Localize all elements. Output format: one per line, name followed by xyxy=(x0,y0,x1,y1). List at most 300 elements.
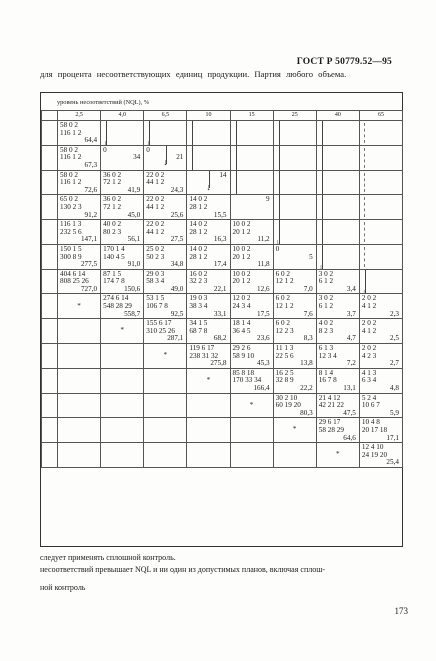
plan-line: 116 1 2 xyxy=(60,178,82,187)
plan-line: 274 6 14 xyxy=(103,294,129,303)
plan-line: 36 0 2 xyxy=(103,170,122,179)
plan-cell xyxy=(316,121,359,146)
plan-cell xyxy=(58,195,101,220)
plan-line: 4 0 2 xyxy=(318,319,334,328)
dashed-line-icon xyxy=(364,222,365,242)
plan-cell xyxy=(230,269,273,294)
plan-cell xyxy=(58,443,101,468)
plan-cell xyxy=(230,319,273,344)
row-marker xyxy=(42,244,58,269)
vertical-line-icon xyxy=(279,146,280,170)
plan-cell xyxy=(144,443,187,468)
plan-line: 4 1 3 xyxy=(361,368,377,377)
plan-line: 310 25 26 xyxy=(146,326,175,335)
plan-line: 20 17 18 xyxy=(361,425,388,434)
plan-line: 44 1 2 xyxy=(146,178,165,187)
plan-value: 47,5 xyxy=(343,408,356,417)
plan-cell xyxy=(144,244,187,269)
star-marker: * xyxy=(316,443,359,468)
plan-cell xyxy=(359,319,402,344)
row-marker xyxy=(42,294,58,319)
plan-cell xyxy=(101,443,144,468)
table-row xyxy=(42,418,403,443)
plan-cell xyxy=(144,170,187,195)
plan-cell xyxy=(273,294,316,319)
plan-line: 87 1 5 xyxy=(103,269,122,278)
plan-cell xyxy=(273,319,316,344)
plan-cell xyxy=(144,269,187,294)
plan-cell xyxy=(316,170,359,195)
plan-cell xyxy=(101,269,144,294)
plan-cell xyxy=(101,220,144,245)
plan-cell xyxy=(230,220,273,245)
row-marker xyxy=(42,393,58,418)
dashed-line-icon xyxy=(364,148,365,168)
column-header: 4,0 xyxy=(101,111,144,121)
plan-line: 6 0 2 xyxy=(275,269,290,278)
plan-cell xyxy=(144,368,187,393)
plan-line: 2 0 2 xyxy=(361,294,377,303)
plan-line: 21 4 12 xyxy=(318,393,341,402)
plan-cell xyxy=(273,368,316,393)
plan-cell xyxy=(359,344,402,369)
plan-cell xyxy=(101,344,144,369)
plan-cell xyxy=(58,319,101,344)
intro-text: для процента несоответствующих единиц продукции. Партия любого объема. xyxy=(40,69,347,79)
plan-cell xyxy=(144,418,187,443)
row-marker xyxy=(42,170,58,195)
plan-cell xyxy=(273,269,316,294)
plan-line: 50 2 3 xyxy=(146,252,165,261)
table-row xyxy=(42,344,403,369)
vertical-line-icon xyxy=(236,146,237,170)
star-marker: * xyxy=(144,344,187,369)
plan-line: 20 1 2 xyxy=(232,227,251,236)
plan-line: 58 28 29 xyxy=(318,425,344,434)
plan-line: 10 0 2 xyxy=(232,244,251,253)
plan-line: 6 0 2 xyxy=(275,294,290,303)
plan-cell xyxy=(187,145,230,170)
plan-line: 72 1 2 xyxy=(103,202,122,211)
plan-cell xyxy=(273,145,316,170)
dashed-line-icon xyxy=(364,247,365,267)
plan-value: 11,8 xyxy=(257,260,270,269)
plan-line: 28 1 2 xyxy=(189,252,208,261)
plan-line: 12 1 2 xyxy=(275,302,294,311)
plan-cell xyxy=(144,220,187,245)
plan-value: 147,1 xyxy=(80,235,98,244)
plan-line: 170 33 34 xyxy=(232,376,262,385)
plan-line: 36 4 5 xyxy=(232,326,251,335)
plan-line: 32 2 3 xyxy=(189,277,208,286)
plan-line: 34 1 5 xyxy=(189,319,208,328)
plan-cell xyxy=(316,269,359,294)
plan-cell xyxy=(359,269,402,294)
plan-line: 10 6 7 xyxy=(361,401,380,410)
star-marker: * xyxy=(101,319,144,344)
plan-line: 404 6 14 xyxy=(60,269,86,278)
table-row xyxy=(42,269,403,294)
column-header: 6,5 xyxy=(144,111,187,121)
plan-cell xyxy=(230,418,273,443)
plan-value: 14 xyxy=(219,170,227,179)
plan-line: 106 7 8 xyxy=(146,302,168,311)
plan-line: 85 8 18 xyxy=(232,368,255,377)
plan-line: 44 1 2 xyxy=(146,202,165,211)
plan-line: 0 xyxy=(146,145,150,154)
plan-cell xyxy=(58,344,101,369)
plan-line: 119 6 17 xyxy=(189,344,215,353)
plan-cell xyxy=(359,195,402,220)
plan-cell xyxy=(273,344,316,369)
plan-cell xyxy=(273,220,316,245)
table-row xyxy=(42,294,403,319)
plan-line: 3 0 2 xyxy=(318,269,334,278)
footnote-line: следует применять сплошной контроль. xyxy=(40,553,176,562)
plan-cell xyxy=(101,294,144,319)
plan-cell xyxy=(144,195,187,220)
plan-cell xyxy=(58,368,101,393)
plan-cell xyxy=(359,393,402,418)
plan-value: 72,6 xyxy=(84,185,98,194)
plan-line: 58 0 2 xyxy=(60,145,78,154)
plan-line: 22 0 2 xyxy=(146,170,165,179)
plan-line: 116 1 3 xyxy=(60,220,82,229)
plan-cell xyxy=(230,294,273,319)
vertical-line-icon xyxy=(192,146,193,170)
plan-line: 12 4 10 xyxy=(361,443,384,452)
plan-cell xyxy=(101,368,144,393)
plan-line: 28 1 2 xyxy=(189,227,208,236)
plan-line: 19 0 3 xyxy=(189,294,208,303)
table-row xyxy=(42,220,403,245)
plan-value: 277,5 xyxy=(80,260,98,269)
plan-cell xyxy=(58,145,101,170)
row-marker xyxy=(42,319,58,344)
row-marker xyxy=(42,195,58,220)
table-row xyxy=(42,368,403,393)
plan-line: 16 7 8 xyxy=(318,376,337,385)
plan-line: 5 2 4 xyxy=(361,393,377,402)
plan-line: 65 0 2 xyxy=(60,195,78,204)
footnote-line: несоответствий превышает NQL и ни один из допустимых планов, включая сплош- xyxy=(40,565,326,574)
plan-value: 275,8 xyxy=(210,359,227,368)
plan-line: 140 4 5 xyxy=(103,252,125,261)
plan-value: 49,0 xyxy=(170,284,184,293)
corner-cell xyxy=(42,111,58,121)
plan-line: 6 1 3 xyxy=(318,344,334,353)
plan-line: 8 2 3 xyxy=(318,326,334,335)
plan-value: 2,7 xyxy=(390,359,399,368)
plan-cell xyxy=(58,269,101,294)
plan-value: 34,8 xyxy=(170,260,184,269)
plan-line: 10 0 2 xyxy=(232,220,251,229)
star-marker: * xyxy=(58,294,101,319)
plan-cell xyxy=(273,121,316,146)
column-header: 65 xyxy=(359,111,402,121)
plan-cell xyxy=(316,244,359,269)
plan-line: 58 0 2 xyxy=(60,170,78,179)
plan-line: 6 0 2 xyxy=(275,319,290,328)
plan-cell xyxy=(316,344,359,369)
plan-line: 16 2 5 xyxy=(275,368,294,377)
plan-cell xyxy=(144,319,187,344)
plan-line: 170 1 4 xyxy=(103,244,125,253)
plan-value: 45,3 xyxy=(257,359,270,368)
plan-cell xyxy=(101,170,144,195)
plan-cell xyxy=(187,294,230,319)
plan-cell xyxy=(359,220,402,245)
plan-value: 2,3 xyxy=(390,309,399,318)
plan-cell xyxy=(144,294,187,319)
plan-value: 24,3 xyxy=(170,185,184,194)
plan-line: 11 1 3 xyxy=(275,344,294,353)
plan-cell xyxy=(316,319,359,344)
plan-line: 2 0 2 xyxy=(361,344,377,353)
plan-line: 10 4 8 xyxy=(361,418,380,427)
plan-value: 727,0 xyxy=(80,284,98,293)
plan-cell xyxy=(187,393,230,418)
plan-cell xyxy=(230,344,273,369)
plan-value: 25,4 xyxy=(386,458,399,467)
plan-cell xyxy=(316,195,359,220)
plan-line: 6 1 2 xyxy=(318,302,334,311)
dashed-line-icon xyxy=(364,197,365,217)
plan-cell xyxy=(230,195,273,220)
plan-value: 33,1 xyxy=(213,309,227,318)
plan-cell xyxy=(359,145,402,170)
row-marker xyxy=(42,418,58,443)
plan-line: 116 1 2 xyxy=(60,153,82,162)
plan-cell xyxy=(273,443,316,468)
plan-line: 4 1 2 xyxy=(361,326,377,335)
plan-cell xyxy=(359,244,402,269)
down-arrow-icon xyxy=(279,220,280,244)
plan-cell xyxy=(359,368,402,393)
plan-line: 24 19 20 xyxy=(361,450,388,459)
plan-line: 29 2 6 xyxy=(232,344,251,353)
vertical-line-icon xyxy=(192,121,193,145)
star-marker: * xyxy=(273,418,316,443)
plan-cell xyxy=(101,145,144,170)
plan-line: 4 2 3 xyxy=(361,351,377,360)
plan-cell xyxy=(359,294,402,319)
plan-line: 155 6 17 xyxy=(146,319,172,328)
plan-value: 91,0 xyxy=(127,260,141,269)
plan-line: 2 0 2 xyxy=(361,319,377,328)
dashed-line-icon xyxy=(364,123,365,143)
plan-line: 25 0 2 xyxy=(146,244,165,253)
column-header: 25 xyxy=(273,111,316,121)
vertical-line-icon xyxy=(322,121,323,145)
vertical-line-icon xyxy=(236,171,237,195)
plan-cell xyxy=(187,344,230,369)
plan-value: 558,7 xyxy=(124,309,141,318)
plan-value: 23,6 xyxy=(257,334,270,343)
plan-line: 22 0 2 xyxy=(146,220,165,229)
plan-cell xyxy=(230,244,273,269)
plan-cell xyxy=(187,170,230,195)
plan-value: 166,4 xyxy=(253,384,270,392)
plan-cell xyxy=(187,195,230,220)
plan-line: 30 2 10 xyxy=(275,393,298,402)
plan-line: 36 0 2 xyxy=(103,195,122,204)
down-arrow-icon xyxy=(209,171,210,189)
down-arrow-icon xyxy=(322,245,323,269)
table-row xyxy=(42,121,403,146)
plan-value: 13,1 xyxy=(343,384,356,392)
plan-cell xyxy=(101,195,144,220)
plan-line: 60 19 20 xyxy=(275,401,301,410)
plan-value: 80,3 xyxy=(300,408,313,417)
plan-cell xyxy=(230,443,273,468)
row-marker xyxy=(42,443,58,468)
plan-value: 67,3 xyxy=(84,160,98,169)
plan-value: 5 xyxy=(309,252,313,261)
plan-line: 28 1 2 xyxy=(189,202,208,211)
plan-line: 80 2 3 xyxy=(103,227,122,236)
plan-cell xyxy=(187,319,230,344)
plan-line: 18 1 4 xyxy=(232,319,251,328)
plan-cell xyxy=(58,121,101,146)
plan-line: 72 1 2 xyxy=(103,178,122,187)
plan-cell xyxy=(359,170,402,195)
table-row xyxy=(42,393,403,418)
plan-line: 68 7 8 xyxy=(189,326,208,335)
plan-line: 44 1 2 xyxy=(146,227,165,236)
plan-value: 17,4 xyxy=(213,260,227,269)
plan-line: 22 5 6 xyxy=(275,351,294,360)
row-marker xyxy=(42,145,58,170)
vertical-line-icon xyxy=(279,121,280,145)
plan-line: 12 1 2 xyxy=(275,277,294,286)
row-marker xyxy=(42,269,58,294)
table-row xyxy=(42,244,403,269)
vertical-line-icon xyxy=(322,171,323,195)
plan-line: 16 0 2 xyxy=(189,269,208,278)
plan-cell xyxy=(58,244,101,269)
plan-line: 29 0 3 xyxy=(146,269,165,278)
plan-line: 42 21 22 xyxy=(318,401,344,410)
plan-cell xyxy=(187,121,230,146)
plan-line: 548 28 29 xyxy=(103,302,132,311)
down-arrow-icon xyxy=(106,121,107,145)
plan-cell xyxy=(273,244,316,269)
plan-value: 4,8 xyxy=(390,384,399,392)
dashed-line-icon xyxy=(364,173,365,193)
plan-cell xyxy=(359,418,402,443)
plan-cell xyxy=(316,145,359,170)
plan-line: 53 1 5 xyxy=(146,294,165,303)
plan-cell xyxy=(273,393,316,418)
plan-cell xyxy=(359,121,402,146)
plan-value: 17,5 xyxy=(257,309,270,318)
plan-cell xyxy=(144,393,187,418)
plan-line: 20 1 2 xyxy=(232,277,251,286)
plan-line: 116 1 2 xyxy=(60,128,82,137)
vertical-line-icon xyxy=(322,146,323,170)
plan-value: 21 xyxy=(176,153,184,162)
plan-line: 12 3 4 xyxy=(318,351,337,360)
table-row xyxy=(42,195,403,220)
plan-line: 40 0 2 xyxy=(103,220,122,229)
star-marker: * xyxy=(230,393,273,418)
plan-value: 4,7 xyxy=(346,334,356,343)
plan-cell xyxy=(230,121,273,146)
plan-line: 174 7 8 xyxy=(103,277,125,286)
row-marker xyxy=(42,368,58,393)
vertical-line-icon xyxy=(236,121,237,145)
row-marker xyxy=(42,121,58,146)
vertical-line-icon xyxy=(279,195,280,219)
plan-value: 91,2 xyxy=(84,210,98,219)
plan-value: 22,1 xyxy=(213,284,227,293)
plan-value: 13,8 xyxy=(300,359,313,368)
plan-value: 25,6 xyxy=(170,210,184,219)
plan-value: 3,4 xyxy=(346,284,356,293)
plan-cell xyxy=(144,145,187,170)
table-caption: уровень несоответствий (NQL), % xyxy=(57,99,149,106)
plan-line: 130 2 3 xyxy=(60,202,82,211)
plan-cell xyxy=(187,418,230,443)
plan-cell xyxy=(101,393,144,418)
column-header: 2,5 xyxy=(58,111,101,121)
plan-cell xyxy=(187,244,230,269)
plan-cell xyxy=(316,368,359,393)
plan-value: 9 xyxy=(266,195,270,204)
plan-value: 12,6 xyxy=(257,284,270,293)
plan-value: 92,5 xyxy=(170,309,184,318)
plan-cell xyxy=(316,418,359,443)
table-row xyxy=(42,145,403,170)
plan-value: 34 xyxy=(133,153,141,162)
plan-line: 4 1 2 xyxy=(361,302,377,311)
down-arrow-icon xyxy=(166,146,167,164)
plan-value: 3,7 xyxy=(346,309,356,318)
plan-line: 14 0 2 xyxy=(189,220,208,229)
row-marker xyxy=(42,220,58,245)
sampling-plan-table xyxy=(40,92,403,547)
plan-value: 22,2 xyxy=(300,384,313,392)
down-arrow-icon xyxy=(149,121,150,145)
plan-line: 300 8 9 xyxy=(60,252,82,261)
plan-value: 56,1 xyxy=(127,235,141,244)
plan-cell xyxy=(359,443,402,468)
plan-value: 41,9 xyxy=(127,185,141,194)
plan-value: 45,0 xyxy=(127,210,141,219)
plan-cell xyxy=(101,121,144,146)
plan-line: 10 0 2 xyxy=(232,269,251,278)
vertical-line-icon xyxy=(279,171,280,195)
plan-line: 24 3 4 xyxy=(232,302,251,311)
plan-value: 2,5 xyxy=(390,334,399,343)
row-marker xyxy=(42,344,58,369)
plan-cell xyxy=(58,393,101,418)
plan-cell xyxy=(273,195,316,220)
plan-line: 38 3 4 xyxy=(189,302,208,311)
plan-cell xyxy=(230,368,273,393)
plan-grid xyxy=(41,110,403,468)
footnote-line: ной контроль xyxy=(40,583,86,592)
plan-line: 32 8 9 xyxy=(275,376,294,385)
plan-value: 5,9 xyxy=(390,408,399,417)
plan-line: 0 xyxy=(103,145,107,154)
plan-value: 64,6 xyxy=(343,433,356,442)
plan-cell xyxy=(187,269,230,294)
plan-line: 12 2 3 xyxy=(275,326,294,335)
plan-value: 7,6 xyxy=(303,309,313,318)
plan-value: 7,0 xyxy=(303,284,313,293)
